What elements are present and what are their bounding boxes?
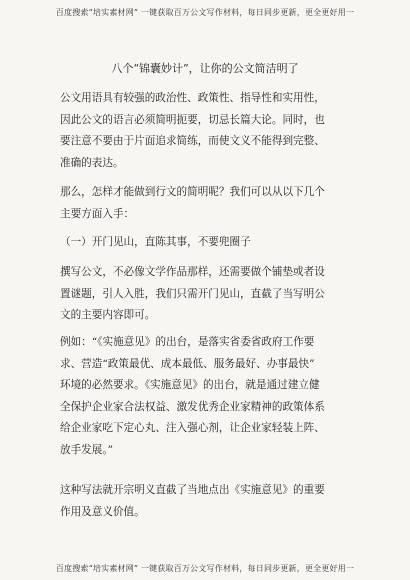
text-line: 置谜题，引人入胜，我们只需开门见山，直截了当写明公 [60, 287, 325, 300]
paragraph-4 [60, 332, 360, 461]
text-line: 文的主要内容即可。 [60, 309, 156, 321]
text-line: （一）开门见山，直陈其事，不要兜圈子 [60, 236, 251, 248]
section-heading [60, 232, 360, 254]
text-line: 主要方面入手： [60, 207, 135, 220]
text-line: 作用及意义价值。 [60, 505, 145, 518]
paragraph-5 [60, 480, 360, 523]
text-line: 要注意不要由于片面追求简练，而使文义不能得到完整、 [60, 135, 325, 147]
text-line: 求、营造“政策最优、成本最低、服务最好、办事最快” [60, 357, 315, 370]
text-line: 全保护企业家合法权益、激发优秀企业家精神的政策体系 [60, 400, 325, 413]
text-line: 那么，怎样才能做到行文的简明呢？我们可以从以下几个 [60, 186, 325, 198]
page-footer: 百度搜索“培实素材网” 一键获取百万公文写作材料，每日同步更新，更全更好用一 [55, 564, 355, 573]
text-line: 给企业家吃下定心丸、注入强心剂，让企业家轻装上阵、 [60, 422, 325, 434]
text-line: 公文用语具有较强的政治性、政策性、指导性和实用性， [60, 92, 325, 104]
text-line: 例如：“《实施意见》的出台，是落实省委省政府工作要 [60, 336, 315, 348]
text-line: 放手发展。” [60, 443, 114, 456]
document-title: 八个“锦囊妙计”，让你的公文简洁明了 [111, 62, 299, 75]
text-line: 这种写法就开宗明义直截了当地点出《实施意见》的重要 [60, 484, 325, 496]
text-line: 准确的表达。 [60, 156, 124, 169]
paragraph-3 [60, 262, 360, 327]
paragraph-1 [60, 88, 360, 174]
text-line: 撰写公文，不必像文学作品那样，还需要做个铺垫或者设 [60, 266, 325, 278]
page-header: 百度搜索“培实素材网” 一键获取百万公文写作材料，每日同步更新，更全更好用一 [55, 8, 355, 17]
paragraph-2 [60, 182, 360, 225]
text-line: 因此公文的语言必须简明扼要，切忌长篇大论。同时，也 [60, 113, 325, 126]
text-line: 环境的必然要求。《实施意见》的出台，就是通过建立健 [60, 379, 320, 391]
